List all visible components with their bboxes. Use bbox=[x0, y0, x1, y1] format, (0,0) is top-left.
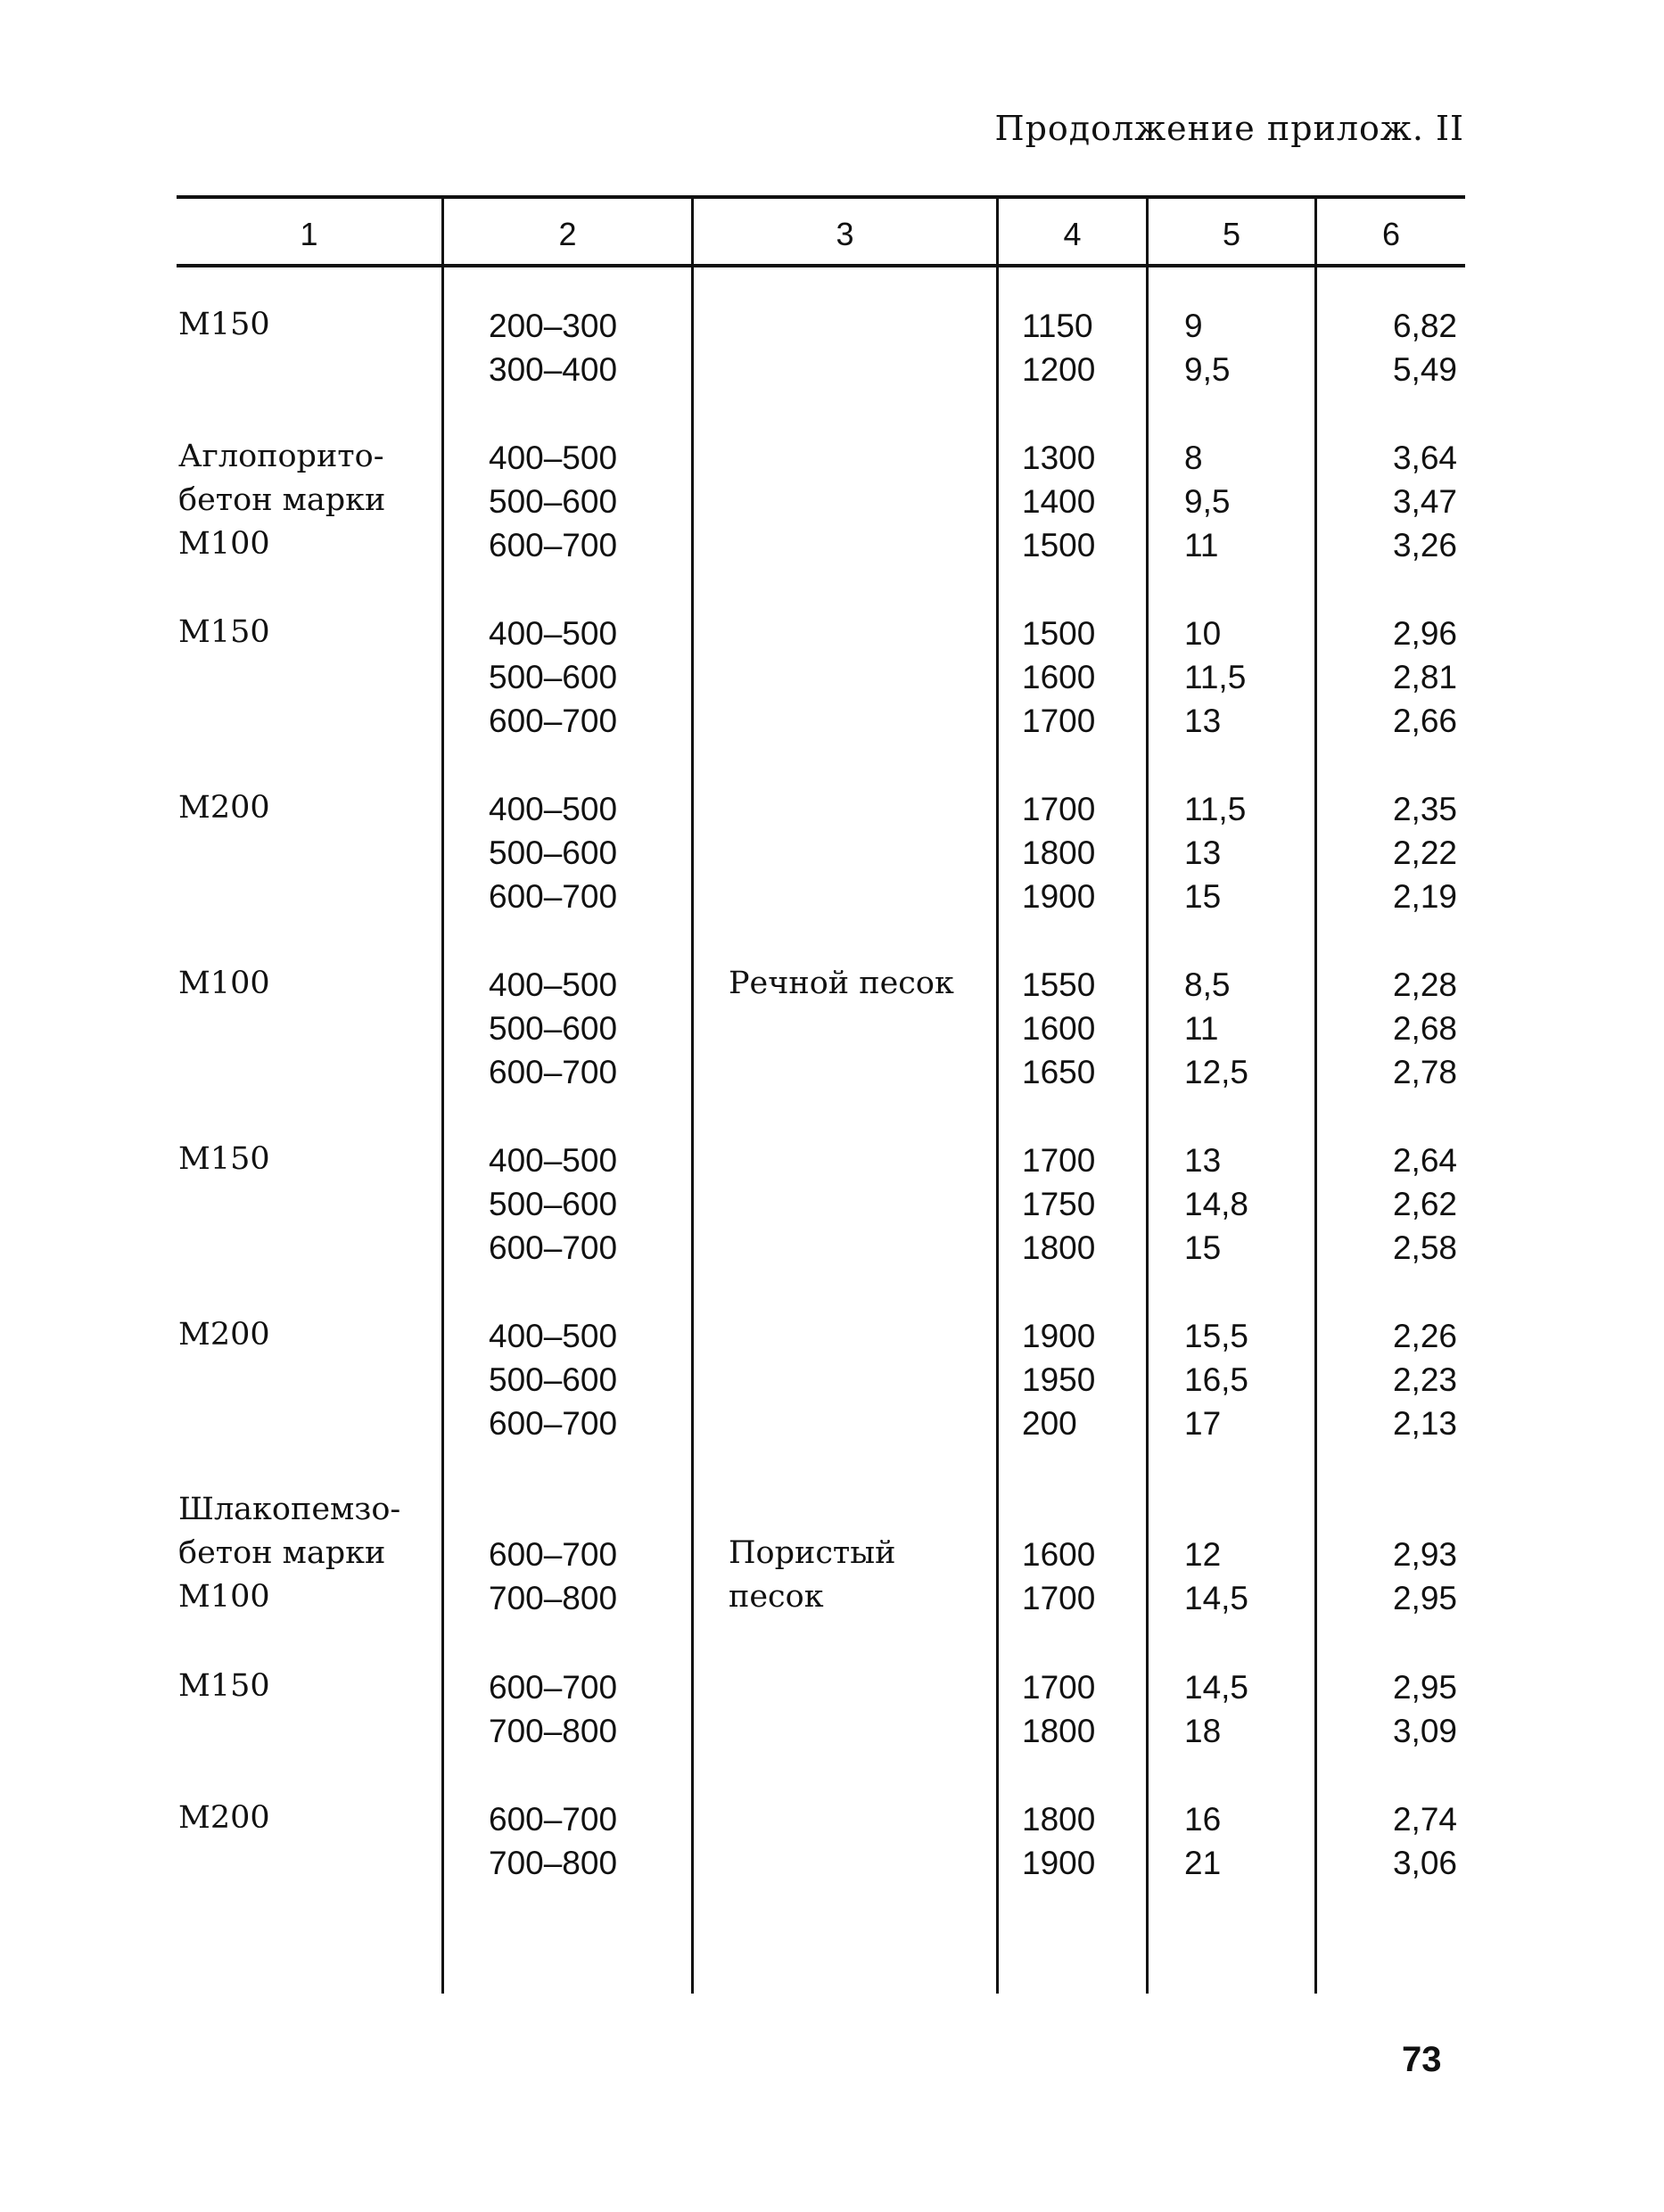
cell-density-range: 600–700 bbox=[489, 703, 618, 739]
cell-density: 1550 bbox=[1022, 966, 1096, 1003]
cell-coefficient: 2,19 bbox=[1392, 878, 1457, 915]
cell-mark: М200 bbox=[178, 1317, 270, 1353]
cell-strength: 11 bbox=[1184, 1010, 1219, 1047]
table-top-rule bbox=[177, 195, 1465, 199]
cell-coefficient: 2,78 bbox=[1392, 1054, 1457, 1090]
column-divider-3 bbox=[996, 197, 999, 1994]
cell-coefficient: 2,28 bbox=[1392, 966, 1457, 1003]
cell-density-range: 300–400 bbox=[489, 351, 618, 388]
cell-mark: М150 bbox=[178, 1668, 270, 1704]
cell-aggregate: Речной песок bbox=[729, 966, 954, 1001]
cell-strength: 16 bbox=[1184, 1801, 1222, 1838]
cell-density-range: 500–600 bbox=[489, 659, 618, 695]
cell-density-range: 600–700 bbox=[489, 878, 618, 915]
cell-density: 1500 bbox=[1022, 527, 1096, 563]
cell-coefficient: 2,93 bbox=[1392, 1536, 1457, 1573]
cell-mark: М100 bbox=[178, 966, 270, 1001]
cell-coefficient: 2,35 bbox=[1392, 791, 1457, 827]
column-divider-1 bbox=[441, 197, 444, 1994]
cell-density: 200 bbox=[1022, 1405, 1077, 1442]
header-col-2: 2 bbox=[558, 216, 577, 252]
cell-mark: М150 bbox=[178, 1141, 270, 1177]
cell-coefficient: 2,58 bbox=[1392, 1229, 1457, 1266]
cell-density: 1900 bbox=[1022, 878, 1096, 915]
cell-density-range: 700–800 bbox=[489, 1713, 618, 1749]
cell-strength: 11 bbox=[1184, 527, 1219, 563]
cell-density-range: 400–500 bbox=[489, 966, 618, 1003]
cell-strength: 17 bbox=[1184, 1405, 1222, 1442]
cell-density: 1150 bbox=[1022, 308, 1093, 344]
cell-density: 1700 bbox=[1022, 1669, 1096, 1706]
column-divider-5 bbox=[1314, 197, 1317, 1994]
cell-density: 1700 bbox=[1022, 703, 1096, 739]
cell-strength: 8,5 bbox=[1184, 966, 1231, 1003]
cell-coefficient: 2,95 bbox=[1392, 1669, 1457, 1706]
cell-mark: бетон марки bbox=[178, 482, 386, 518]
table-header-rule bbox=[177, 264, 1465, 267]
cell-strength: 18 bbox=[1184, 1713, 1222, 1749]
cell-strength: 11,5 bbox=[1184, 659, 1247, 695]
cell-aggregate: песок bbox=[729, 1579, 824, 1615]
cell-density: 1750 bbox=[1022, 1186, 1096, 1222]
cell-coefficient: 3,09 bbox=[1392, 1713, 1457, 1749]
cell-mark: М100 bbox=[178, 1579, 270, 1615]
cell-density-range: 500–600 bbox=[489, 1361, 618, 1398]
cell-density: 1900 bbox=[1022, 1845, 1096, 1881]
cell-coefficient: 2,23 bbox=[1392, 1361, 1457, 1398]
cell-density-range: 400–500 bbox=[489, 1318, 618, 1354]
cell-density: 1800 bbox=[1022, 1801, 1096, 1838]
cell-coefficient: 3,26 bbox=[1392, 527, 1457, 563]
cell-strength: 16,5 bbox=[1184, 1361, 1249, 1398]
cell-coefficient: 2,74 bbox=[1392, 1801, 1457, 1838]
cell-mark: М200 bbox=[178, 790, 270, 826]
cell-mark: М150 bbox=[178, 307, 270, 342]
cell-density: 1200 bbox=[1022, 351, 1096, 388]
cell-density-range: 500–600 bbox=[489, 1010, 618, 1047]
cell-coefficient: 2,64 bbox=[1392, 1142, 1457, 1179]
cell-density-range: 500–600 bbox=[489, 1186, 618, 1222]
cell-density: 1700 bbox=[1022, 1142, 1096, 1179]
cell-strength: 8 bbox=[1184, 440, 1203, 476]
cell-coefficient: 2,95 bbox=[1392, 1580, 1457, 1616]
cell-density-range: 600–700 bbox=[489, 1054, 618, 1090]
cell-density-range: 400–500 bbox=[489, 791, 618, 827]
cell-density: 1800 bbox=[1022, 1229, 1096, 1266]
cell-density-range: 600–700 bbox=[489, 1536, 618, 1573]
cell-coefficient: 2,68 bbox=[1392, 1010, 1457, 1047]
cell-strength: 14,5 bbox=[1184, 1669, 1249, 1706]
cell-density-range: 500–600 bbox=[489, 483, 618, 520]
cell-coefficient: 3,06 bbox=[1392, 1845, 1457, 1881]
cell-strength: 13 bbox=[1184, 703, 1222, 739]
cell-density: 1800 bbox=[1022, 1713, 1096, 1749]
cell-coefficient: 6,82 bbox=[1392, 308, 1457, 344]
cell-strength: 13 bbox=[1184, 835, 1222, 871]
cell-strength: 15 bbox=[1184, 878, 1222, 915]
cell-density: 1500 bbox=[1022, 615, 1096, 652]
cell-density: 1400 bbox=[1022, 483, 1096, 520]
cell-mark: М150 bbox=[178, 614, 270, 650]
cell-coefficient: 2,26 bbox=[1392, 1318, 1457, 1354]
cell-strength: 9,5 bbox=[1184, 483, 1231, 520]
cell-density: 1600 bbox=[1022, 1010, 1096, 1047]
cell-strength: 12,5 bbox=[1184, 1054, 1249, 1090]
cell-mark: бетон марки bbox=[178, 1535, 386, 1571]
cell-density: 1650 bbox=[1022, 1054, 1096, 1090]
cell-strength: 15 bbox=[1184, 1229, 1222, 1266]
cell-strength: 21 bbox=[1184, 1845, 1222, 1881]
header-col-6: 6 bbox=[1381, 216, 1401, 252]
cell-density: 1300 bbox=[1022, 440, 1096, 476]
cell-density-range: 600–700 bbox=[489, 1405, 618, 1442]
cell-density-range: 700–800 bbox=[489, 1580, 618, 1616]
header-col-4: 4 bbox=[1063, 216, 1082, 252]
cell-mark: Аглопорито- bbox=[178, 439, 384, 474]
cell-strength: 11,5 bbox=[1184, 791, 1247, 827]
cell-strength: 14,8 bbox=[1184, 1186, 1249, 1222]
cell-coefficient: 2,22 bbox=[1392, 835, 1457, 871]
cell-coefficient: 2,66 bbox=[1392, 703, 1457, 739]
running-head: Продолжение прилож. II bbox=[994, 109, 1464, 148]
header-col-5: 5 bbox=[1222, 216, 1241, 252]
cell-density: 1700 bbox=[1022, 1580, 1096, 1616]
cell-mark: М200 bbox=[178, 1800, 270, 1836]
cell-strength: 13 bbox=[1184, 1142, 1222, 1179]
cell-density-range: 400–500 bbox=[489, 1142, 618, 1179]
cell-density-range: 600–700 bbox=[489, 1229, 618, 1266]
cell-mark: Шлакопемзо- bbox=[178, 1492, 401, 1527]
cell-density: 1600 bbox=[1022, 1536, 1096, 1573]
cell-coefficient: 2,96 bbox=[1392, 615, 1457, 652]
cell-density-range: 400–500 bbox=[489, 440, 618, 476]
cell-density-range: 400–500 bbox=[489, 615, 618, 652]
cell-strength: 9,5 bbox=[1184, 351, 1231, 388]
cell-coefficient: 5,49 bbox=[1392, 351, 1457, 388]
header-col-3: 3 bbox=[836, 216, 854, 252]
cell-density-range: 600–700 bbox=[489, 527, 618, 563]
cell-density: 1700 bbox=[1022, 791, 1096, 827]
cell-density-range: 600–700 bbox=[489, 1801, 618, 1838]
cell-density-range: 200–300 bbox=[489, 308, 618, 344]
cell-coefficient: 2,81 bbox=[1392, 659, 1457, 695]
cell-aggregate: Пористый bbox=[729, 1535, 896, 1571]
header-col-1: 1 bbox=[300, 216, 318, 252]
cell-coefficient: 2,13 bbox=[1392, 1405, 1457, 1442]
cell-density: 1800 bbox=[1022, 835, 1096, 871]
cell-density-range: 700–800 bbox=[489, 1845, 618, 1881]
cell-density: 1900 bbox=[1022, 1318, 1096, 1354]
cell-density: 1950 bbox=[1022, 1361, 1096, 1398]
column-divider-2 bbox=[691, 197, 694, 1994]
cell-mark: М100 bbox=[178, 526, 270, 562]
cell-density: 1600 bbox=[1022, 659, 1096, 695]
column-divider-4 bbox=[1146, 197, 1149, 1994]
page-number: 73 bbox=[1402, 2040, 1442, 2079]
cell-coefficient: 3,47 bbox=[1392, 483, 1457, 520]
cell-strength: 14,5 bbox=[1184, 1580, 1249, 1616]
cell-density-range: 600–700 bbox=[489, 1669, 618, 1706]
cell-strength: 10 bbox=[1184, 615, 1222, 652]
cell-strength: 9 bbox=[1184, 308, 1203, 344]
cell-coefficient: 3,64 bbox=[1392, 440, 1457, 476]
cell-density-range: 500–600 bbox=[489, 835, 618, 871]
cell-strength: 12 bbox=[1184, 1536, 1222, 1573]
cell-strength: 15,5 bbox=[1184, 1318, 1249, 1354]
cell-coefficient: 2,62 bbox=[1392, 1186, 1457, 1222]
